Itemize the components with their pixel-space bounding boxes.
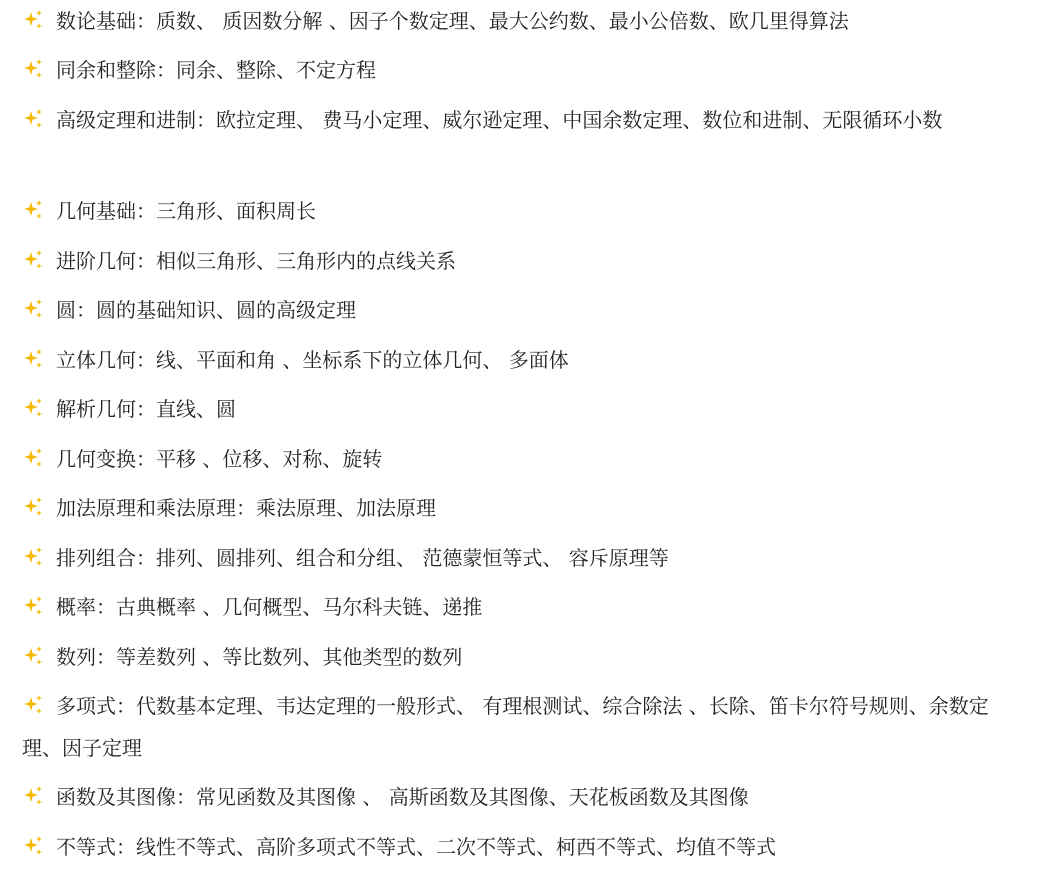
sparkles-icon [22,348,44,370]
list-item [22,0,1007,42]
list-item [22,487,1007,529]
list-item [22,776,1007,818]
list-item [22,636,1007,678]
list-item-text: 解析几何：直线、圆 [56,397,236,421]
list-item-text: 多项式：代数基本定理、韦达定理的一般形式、 有理根测试、综合除法 、长除、笛卡尔符号规则、余数定理、因子定理 [22,694,989,760]
list-item [22,240,1007,282]
list-item [22,826,1007,868]
list-item-text: 数论基础：质数、 质因数分解 、因子个数定理、最大公约数、最小公倍数、欧几里得算法 [56,9,849,33]
list-item [22,99,1007,141]
list-item [22,685,1007,769]
sparkles-icon [22,785,44,807]
list-item-text: 立体几何：线、平面和角 、坐标系下的立体几何、 多面体 [56,348,569,372]
list-item-text: 几何变换：平移 、位移、对称、旋转 [56,447,383,471]
list-item [22,438,1007,480]
sparkles-icon [22,58,44,80]
sparkles-icon [22,645,44,667]
list-item-text: 圆：圆的基础知识、圆的高级定理 [56,298,356,322]
list-item [22,190,1007,232]
sparkles-icon [22,108,44,130]
list-item-text: 几何基础：三角形、面积周长 [56,199,316,223]
list-item-text: 高级定理和进制：欧拉定理、 费马小定理、威尔逊定理、中国余数定理、数位和进制、无限循环小数 [56,108,943,132]
list-item [22,49,1007,91]
list-item-text: 概率：古典概率 、几何概型、马尔科夫链、递推 [56,595,483,619]
sparkles-icon [22,447,44,469]
list-item [22,388,1007,430]
list-item [22,289,1007,331]
sparkles-icon [22,298,44,320]
list-item-text: 同余和整除：同余、整除、不定方程 [56,58,376,82]
sparkles-icon [22,249,44,271]
sparkles-icon [22,496,44,518]
sparkles-icon [22,9,44,31]
list-item [22,537,1007,579]
list-item-text: 数列：等差数列 、等比数列、其他类型的数列 [56,645,463,669]
sparkles-icon [22,199,44,221]
list-item-text: 不等式：线性不等式、高阶多项式不等式、二次不等式、柯西不等式、均值不等式 [56,835,776,859]
sparkles-icon [22,595,44,617]
sparkles-icon [22,546,44,568]
list-item [22,339,1007,381]
list-item-text: 排列组合：排列、圆排列、组合和分组、 范德蒙恒等式、 容斥原理等 [56,546,669,570]
list-item-text: 函数及其图像：常见函数及其图像 、 高斯函数及其图像、天花板函数及其图像 [56,785,749,809]
sparkles-icon [22,397,44,419]
list-item [22,586,1007,628]
list-item-text: 进阶几何：相似三角形、三角形内的点线关系 [56,249,456,273]
sparkles-icon [22,694,44,716]
sparkles-icon [22,835,44,857]
list-item-text: 加法原理和乘法原理：乘法原理、加法原理 [56,496,436,520]
